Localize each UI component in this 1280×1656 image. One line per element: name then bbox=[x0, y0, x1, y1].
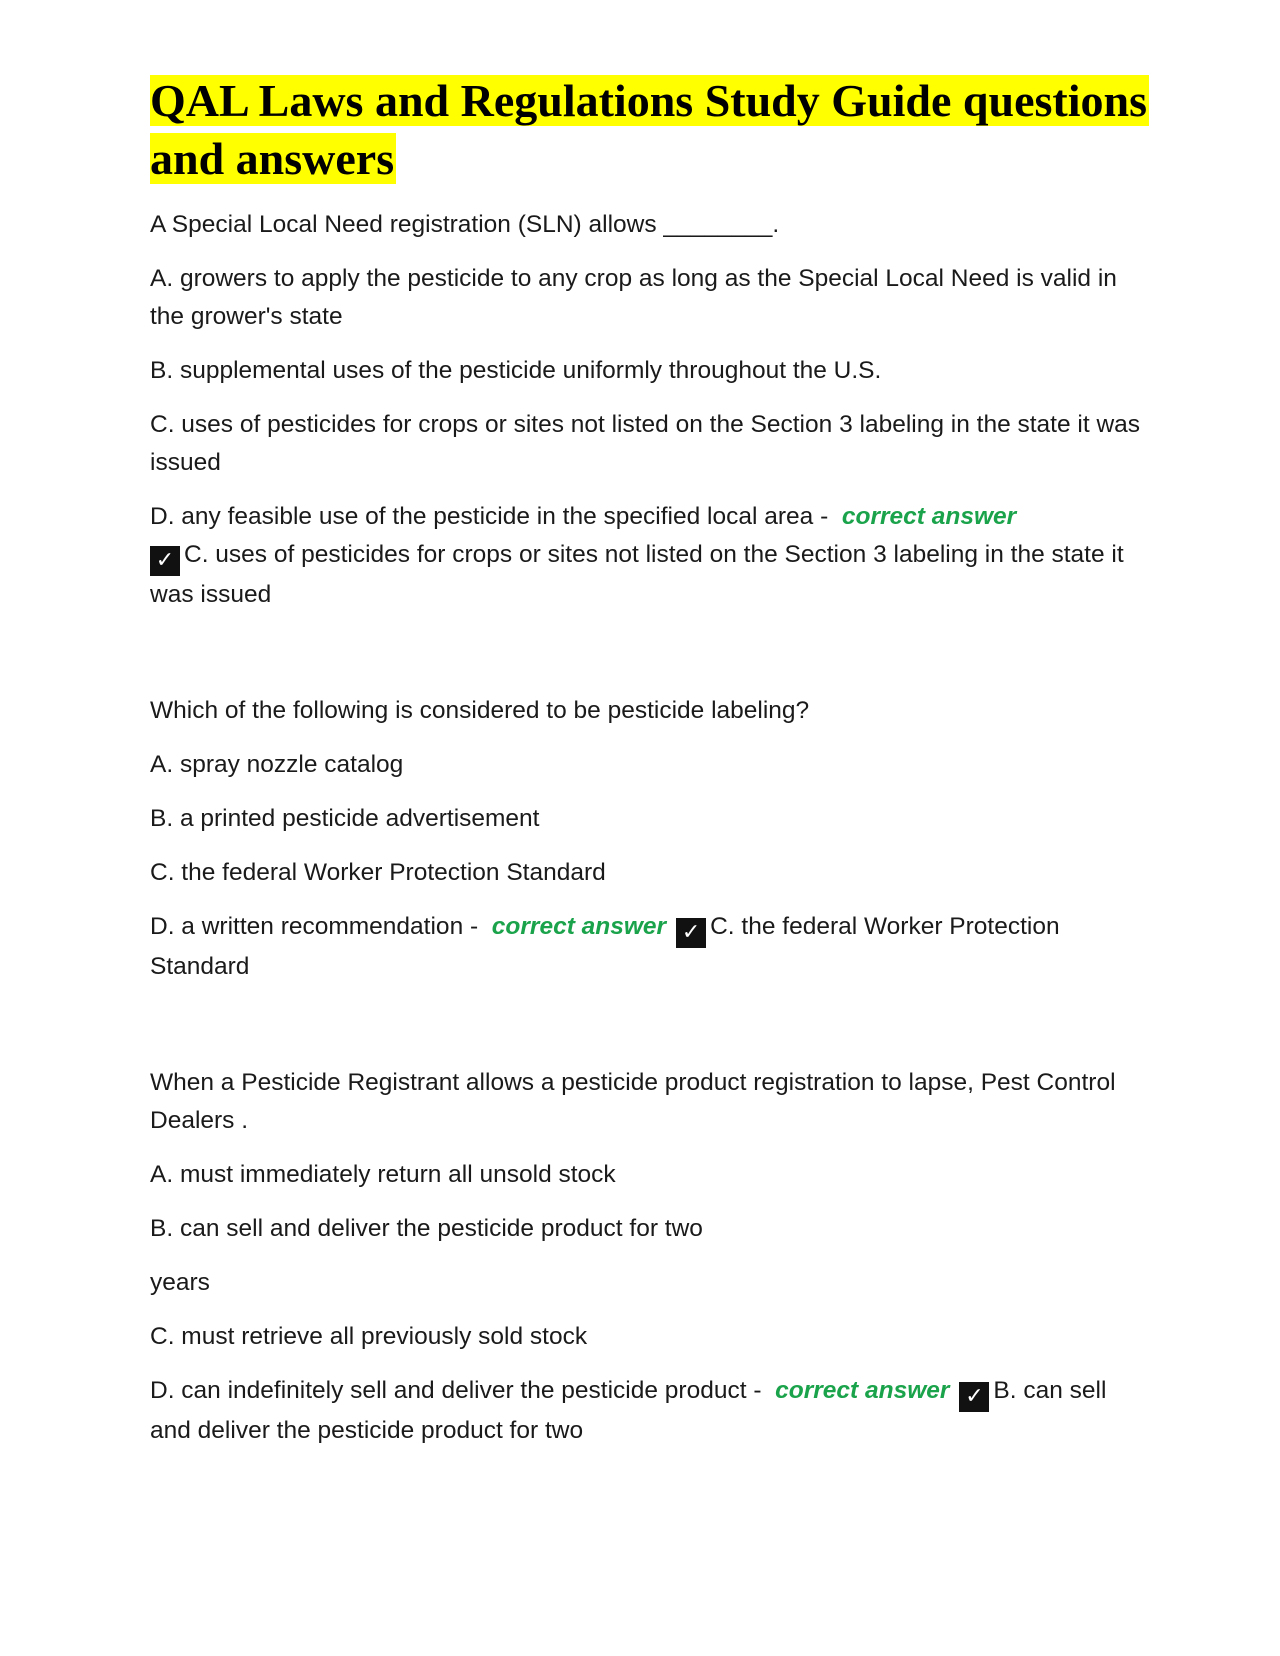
option-b-continued: years bbox=[150, 1269, 210, 1296]
option-b: B. a printed pesticide advertisement bbox=[150, 805, 540, 832]
document-title bbox=[150, 72, 1150, 188]
option-d-with-answer bbox=[150, 498, 1150, 614]
question-text: Which of the following is considered to be pesticide labeling? bbox=[150, 697, 810, 724]
title-highlight: QAL Laws and Regulations Study Guide questions and answers bbox=[150, 75, 1147, 184]
correct-answer-label: correct answer bbox=[775, 1377, 950, 1404]
checkmark-icon: ✓ bbox=[150, 546, 180, 576]
spacer bbox=[150, 1002, 1150, 1064]
option-b: B. supplemental uses of the pesticide uniformly throughout the U.S. bbox=[150, 357, 882, 384]
checkmark-icon: ✓ bbox=[676, 918, 706, 948]
option-a: A. spray nozzle catalog bbox=[150, 751, 404, 778]
option-d: D. any feasible use of the pesticide in the specified local area - bbox=[150, 503, 829, 530]
question-1 bbox=[150, 206, 1150, 614]
option-a: A. growers to apply the pesticide to any crop as long as the Special Local Need is valid in the grower's state bbox=[150, 265, 1117, 330]
answer-text: C. the federal Worker Protection Standard bbox=[150, 913, 1060, 980]
option-c: C. the federal Worker Protection Standard bbox=[150, 859, 606, 886]
option-b: B. can sell and deliver the pesticide product for two bbox=[150, 1215, 703, 1242]
answer-text: B. can sell and deliver the pesticide product for two bbox=[150, 1377, 1107, 1444]
correct-answer-label: correct answer bbox=[841, 503, 1017, 530]
option-d-with-answer bbox=[150, 908, 1150, 986]
option-a: A. must immediately return all unsold stock bbox=[150, 1161, 616, 1188]
spacer bbox=[150, 630, 1150, 692]
question-text: A Special Local Need registration (SLN) allows ________. bbox=[150, 211, 780, 238]
option-c: C. uses of pesticides for crops or sites not listed on the Section 3 labeling in the state it was issued bbox=[150, 411, 1141, 476]
question-text: When a Pesticide Registrant allows a pesticide product registration to lapse, Pest Control Dealers . bbox=[150, 1069, 1116, 1134]
answer-text: C. uses of pesticides for crops or sites not listed on the Section 3 labeling in the state it was issued bbox=[150, 541, 1124, 608]
correct-answer-label: correct answer bbox=[491, 913, 667, 940]
option-d: D. a written recommendation - bbox=[150, 913, 479, 940]
question-2 bbox=[150, 692, 1150, 986]
checkmark-icon: ✓ bbox=[959, 1382, 989, 1412]
option-d: D. can indefinitely sell and deliver the pesticide product - bbox=[150, 1377, 762, 1404]
option-d-with-answer bbox=[150, 1372, 1150, 1450]
document-page bbox=[150, 72, 1150, 1466]
option-c: C. must retrieve all previously sold stock bbox=[150, 1323, 588, 1350]
question-3 bbox=[150, 1064, 1150, 1450]
